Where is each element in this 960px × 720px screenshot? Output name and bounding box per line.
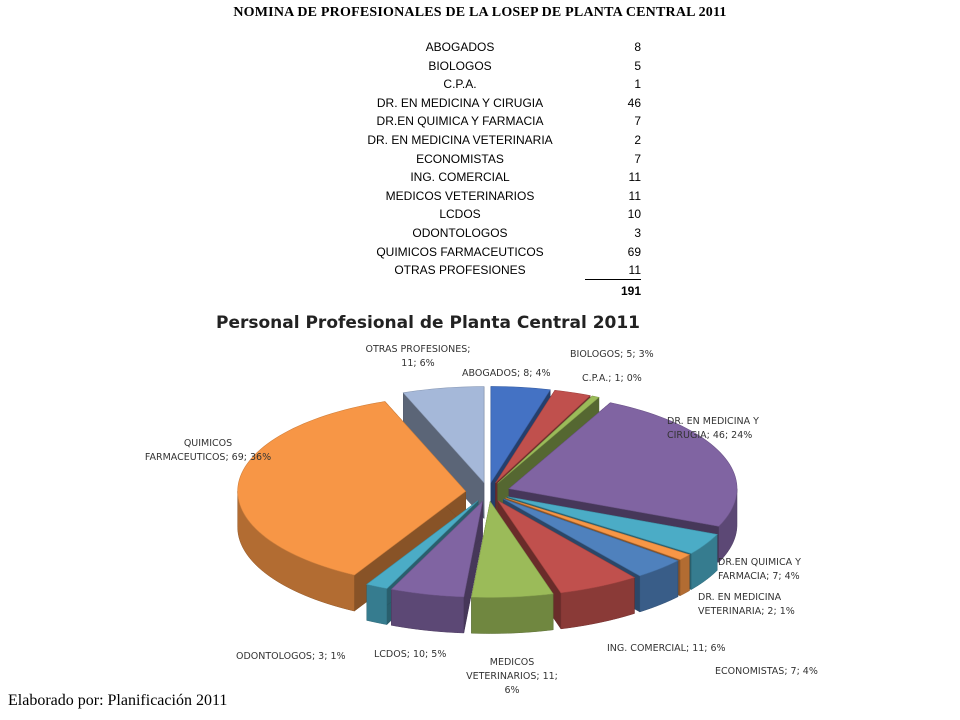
row-value: 3 bbox=[634, 225, 641, 240]
row-value: 8 bbox=[634, 40, 641, 54]
data-label bbox=[366, 344, 471, 369]
row-label: ODONTOLOGOS bbox=[412, 225, 508, 240]
data-label bbox=[145, 438, 271, 463]
data-label bbox=[466, 657, 558, 696]
data-label bbox=[462, 368, 551, 379]
row-label: ING. COMERCIAL bbox=[410, 170, 510, 185]
row-label: C.P.A. bbox=[443, 77, 477, 92]
row-label: ABOGADOS bbox=[425, 40, 495, 54]
row-label: DR.EN QUIMICA Y FARMACIA bbox=[376, 114, 544, 129]
data-label-line: DR. EN MEDICINA Y bbox=[667, 416, 759, 427]
row-value: 7 bbox=[634, 114, 641, 129]
data-label bbox=[582, 373, 642, 384]
row-value: 46 bbox=[627, 95, 641, 110]
row-label: DR. EN MEDICINA Y CIRUGIA bbox=[376, 95, 544, 110]
data-label-line: VETERINARIOS; 11; bbox=[466, 671, 558, 682]
page-title: NOMINA DE PROFESIONALES DE LA LOSEP DE PLANTA CENTRAL 2011 bbox=[233, 5, 727, 20]
data-label bbox=[607, 643, 726, 654]
data-label-line: ABOGADOS; 8; 4% bbox=[462, 368, 551, 379]
data-label-line: VETERINARIA; 2; 1% bbox=[698, 606, 795, 617]
data-label bbox=[698, 592, 795, 617]
row-value: 10 bbox=[627, 207, 641, 222]
data-label-line: OTRAS PROFESIONES; bbox=[365, 344, 471, 355]
row-value: 11 bbox=[628, 170, 641, 185]
data-label-line: BIOLOGOS; 5; 3% bbox=[570, 349, 654, 360]
row-value: 11 bbox=[628, 263, 641, 278]
data-label-line: MEDICOS bbox=[489, 657, 535, 668]
row-value: 7 bbox=[634, 151, 641, 166]
row-label: BIOLOGOS bbox=[428, 58, 492, 73]
data-label-line: 6% bbox=[504, 685, 520, 696]
row-value: 5 bbox=[634, 58, 641, 73]
data-label-line: DR. EN MEDICINA bbox=[698, 592, 782, 603]
row-value: 11 bbox=[628, 188, 641, 203]
row-label: OTRAS PROFESIONES bbox=[394, 263, 526, 278]
row-label: MEDICOS VETERINARIOS bbox=[385, 188, 535, 203]
data-label-line: FARMACIA; 7; 4% bbox=[718, 571, 800, 582]
data-label-line: 11; 6% bbox=[401, 358, 435, 369]
data-label-line: QUIMICOS bbox=[183, 438, 233, 449]
row-label: DR. EN MEDICINA VETERINARIA bbox=[367, 132, 553, 147]
row-label: QUIMICOS FARMACEUTICOS bbox=[376, 244, 544, 259]
data-label-line: CIRUGIA; 46; 24% bbox=[667, 430, 753, 441]
data-label bbox=[718, 557, 801, 582]
data-label-line: DR.EN QUIMICA Y bbox=[718, 557, 801, 568]
data-label-line: ODONTOLOGOS; 3; 1% bbox=[236, 651, 346, 662]
table-total: 191 bbox=[620, 284, 641, 298]
row-label: ECONOMISTAS bbox=[416, 151, 504, 166]
row-value: 2 bbox=[634, 132, 641, 147]
row-value: 1 bbox=[634, 77, 641, 92]
row-label: LCDOS bbox=[439, 207, 481, 222]
data-label-line: ING. COMERCIAL; 11; 6% bbox=[607, 643, 726, 654]
data-label bbox=[236, 651, 346, 662]
chart-title: Personal Profesional de Planta Central 2011 bbox=[215, 313, 641, 333]
data-label bbox=[715, 666, 818, 677]
data-label-line: ECONOMISTAS; 7; 4% bbox=[715, 666, 818, 677]
data-label-line: C.P.A.; 1; 0% bbox=[582, 373, 642, 384]
data-label bbox=[570, 349, 654, 360]
data-label bbox=[374, 649, 446, 660]
data-label-line: FARMACEUTICOS; 69; 36% bbox=[144, 452, 272, 463]
data-label-line: LCDOS; 10; 5% bbox=[374, 649, 447, 660]
footer-credit: Elaborado por: Planificación 2011 bbox=[8, 692, 228, 709]
row-value: 69 bbox=[627, 244, 641, 259]
